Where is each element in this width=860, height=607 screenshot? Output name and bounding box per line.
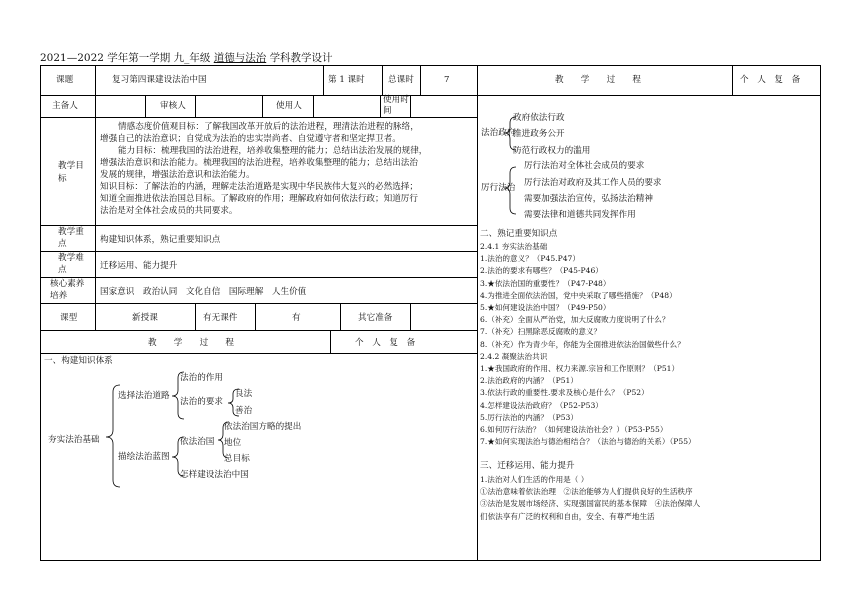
other-prep-label: 其它准备 (358, 313, 393, 323)
courseware-label: 有无课件 (203, 313, 238, 323)
key-points-value: 构建知识体系，熟记重要知识点 (100, 235, 221, 245)
right-tree-g1-item-2: 推进政务公开 (513, 129, 565, 139)
list-item: 2.法治的要求有哪些？（P45-P46） (480, 266, 603, 276)
process-header: 教 学 过 程 (555, 75, 641, 85)
reviewer-label: 审核人 (160, 101, 186, 111)
literacy-value: 国家意识 政治认同 文化自信 国际理解 人生价值 (100, 287, 307, 297)
framework-b1b: 法治的要求 (180, 397, 223, 407)
right-tree-g2-item-2: 厉行法治对政府及其工作人员的要求 (524, 178, 662, 188)
lesson-number: 第 1 课时 (328, 75, 365, 85)
course-type-label: 课型 (60, 313, 78, 323)
list-item: 5.厉行法治的内涵？（P53） (480, 412, 578, 422)
list-item: 4.怎样建设法治政府？（P52-P53） (480, 400, 603, 410)
right-tree-g2-item-1: 厉行法治对全体社会成员的要求 (524, 161, 645, 171)
section-3-title: 三、迁移运用、能力提升 (480, 461, 575, 471)
section-2-list (480, 241, 696, 448)
question-option: ①法治意味着依法治理 ②法治能够为人们提供良好的生活秩序 (480, 487, 693, 497)
section-3-question (480, 474, 700, 523)
list-item: 7.★如何实现法治与德治相结合？（法治与德治的关系）（P55） (480, 437, 696, 447)
user-label: 使用人 (276, 101, 302, 111)
process-header-2: 教 学 过 程 (148, 338, 234, 348)
review-header-2: 个 人 复 备 (355, 338, 416, 348)
topic-label: 课题 (56, 75, 74, 85)
list-item: 6.（补充）全面从严治党，加大反腐败力度说明了什么？ (480, 315, 670, 325)
topic-value: 复习第四课建设法治中国 (112, 75, 207, 85)
preparer-label: 主备人 (52, 101, 78, 111)
framework-b2b: 怎样建设法治中国 (180, 470, 249, 480)
header-subject: 道德与法治 (213, 52, 267, 64)
question-option: 们依法享有广泛的权利和自由，安全、有尊严地生活 (480, 511, 655, 521)
list-item: 8.（补充）作为青少年，你能为全面推进依法治国做些什么？ (480, 339, 685, 349)
framework-branch-1: 选择法治道路 (118, 391, 170, 401)
framework-b2a3: 总目标 (224, 454, 250, 464)
framework-b1a: 法治的作用 (180, 373, 223, 383)
question-stem: 1.法治对人们生活的作用是（ ） (480, 475, 589, 484)
total-lessons-value: 7 (444, 75, 450, 85)
list-item: 3.★依法治国的重要性？（P47-P48） (480, 278, 611, 288)
framework-b1b2: 善治 (235, 406, 253, 416)
header-prefix: 2021—2022 学年第一学期 九_年级 (40, 52, 211, 64)
framework-b2a: 依法治国 (180, 437, 215, 447)
header-suffix: 学科教学设计 (269, 52, 333, 64)
list-item: 7.（补充）扫黑除恶反腐败的意义？ (480, 327, 602, 337)
framework-branch-2: 描绘法治蓝图 (118, 452, 170, 462)
difficulties-label: 教学难点 (58, 253, 84, 275)
framework-b1b1: 良法 (235, 389, 253, 399)
total-lessons-label: 总课时 (388, 75, 414, 85)
list-item: 1.法治的意义？（P45.P47） (480, 254, 580, 264)
list-item: 5.★如何建设法治中国？（P49-P50） (480, 303, 611, 313)
goals-text: 情感态度价值观目标：了解我国改革开放后的法治进程，理清法治进程的脉络， 增强自己的法治意识；自觉成为法治的忠实崇尚者、自觉遵守者和坚定捍卫者。 能力目标：梳理我国的法治进程，培养收集整理的能力；总结出法治发展的规律， 增强法治意识和法治能力。梳理我国的法治进程，培养收集整理的能力；总结出法治 发展的规律，增强法治意识和法治能力。 知识目标：了解法治的内涵，理解走法治道路是实现中华民族伟大复兴的必然选择； 知道全面推进依法治国总目标。了解政府的作用；理解政府如何依法行政；知道厉行 法治是对全体社会成员的共同要求。 (100, 122, 428, 216)
review-header: 个 人 复 备 (740, 75, 801, 85)
framework-title: 一、构建知识体系 (44, 356, 113, 366)
right-tree-g1-item-3: 防范行政权力的滥用 (513, 146, 591, 156)
framework-b2a2: 地位 (224, 438, 242, 448)
framework-root: 夯实法治基础 (48, 435, 100, 445)
list-item: 3.依法行政的重要性.要求及核心是什么？（P52） (480, 388, 649, 398)
section-2-sub-2: 2.4.2 凝聚法治共识 (480, 351, 548, 361)
list-item: 1.★我国政府的作用、权力来源.宗旨和工作原则？（P51） (480, 364, 680, 374)
right-tree-g2-item-4: 需要法律和道德共同发挥作用 (524, 210, 636, 220)
right-tree-g2-item-3: 需要加强法治宣传，弘扬法治精神 (524, 194, 653, 204)
use-time-label: 使用时间 (383, 95, 409, 116)
course-type-value: 新授课 (132, 313, 158, 323)
section-2-title: 二、熟记重要知识点 (480, 229, 558, 239)
right-tree-group-1: 法治政府 (481, 128, 516, 138)
courseware-value: 有 (292, 313, 301, 323)
difficulties-value: 迁移运用、能力提升 (100, 261, 178, 271)
list-item: 2.法治政府的内涵？（P51） (480, 376, 578, 386)
goals-label: 教学目标 (58, 161, 84, 184)
question-option: ③法治是发展市场经济、实现强国富民的基本保障 ④法治保障人 (480, 499, 701, 509)
framework-b2a1: 依法治国方略的提出 (224, 422, 302, 432)
right-tree-group-2: 厉行法治 (481, 183, 516, 193)
literacy-label: 核心素养培养 (50, 279, 85, 301)
list-item: 6.如何厉行法治？（如何建设法治社会？）（P53-P55） (480, 425, 668, 435)
section-2-sub-1: 2.4.1 夯实法治基础 (480, 242, 548, 251)
list-item: 4.为推进全面依法治国，党中央采取了哪些措施？（P48） (480, 290, 677, 300)
key-points-label: 教学重点 (58, 227, 84, 249)
right-tree-g1-item-1: 政府依法行政 (513, 113, 565, 123)
